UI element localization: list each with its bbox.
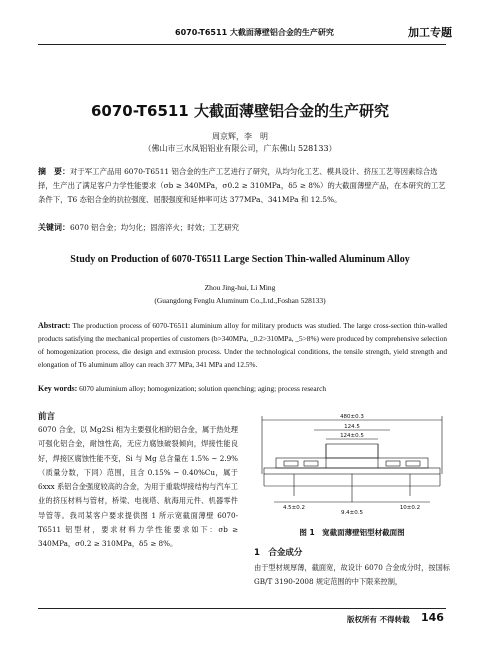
figure-caption: 图 1 宽截面薄壁铝型材截面图 (299, 528, 405, 537)
copyright-notice: 版权所有 不得转载 (347, 615, 410, 624)
running-title: 6070-T6511 大截面薄壁铝合金的生产研究 (175, 28, 334, 37)
section-1-heading: 1 合金成分 (254, 548, 303, 558)
dim-wall-thickness: 4.5±0.2 (282, 505, 306, 511)
cn-abstract-text: 对于军工产品用 6070-T6511 铝合金的生产工艺进行了研究，从均匀化工艺、模具设计、挤压工艺等因素综合选择，生产出了满足客户力学性能要求（σb ≥ 340MPa，σ0.2 ≥ 310MPa，δ5 ≥ 8%）的大截面薄壁产品，在本研究的工艺条件下，T6 态铝合金的抗拉强度、屈服强度和延伸率可达 377MPa、341MPa 和 12.5%。 (38, 167, 446, 204)
en-abstract-text: The production process of 6070-T6511 aluminium alloy for military products was studied. The large cross-section thin-walled products satisfying the mechanical properties of customers (b>340MPa, _0.2>310MPa, _5>8%) were produced by comprehensive selection of homogenization process, die design and extrusion process. Under the technological conditions, the tensile strength, yield strength and elongation of T6 aluminum alloy can reach 377 MPa, 341 MPa and 12.5%. (38, 321, 447, 369)
column-tag: 加工专题 (408, 26, 452, 39)
cn-authors: 周京辉，李 明 (212, 132, 268, 141)
header-rule (38, 44, 446, 45)
en-keywords-text: 6070 aluminium alloy; homogenization; solution quenching; aging; process research (79, 384, 326, 393)
preface-heading: 前言 (38, 412, 56, 422)
section-1-text: 由于型材规厚薄，截面宽，故设计 6070 合金成分时，按国标 GB/T 3190-2008 规定范围的中下限来控制， (254, 563, 450, 587)
footer-rule (38, 608, 446, 609)
cn-keywords (38, 222, 447, 233)
dim-rib-height: 9.4±0.5 (340, 510, 364, 516)
dim-channel-width: 124±0.5 (340, 433, 364, 439)
en-keywords-label: Key words: (38, 384, 78, 393)
cn-keywords-text: 6070 铝合金；均匀化；固溶淬火；时效；工艺研究 (70, 223, 239, 232)
cn-affiliation: （佛山市三水凤铝铝业有限公司，广东佛山 528133） (143, 144, 337, 153)
en-abstract (38, 320, 447, 372)
en-keywords (38, 384, 447, 393)
cn-keywords-label: 关键词： (38, 223, 70, 232)
en-affiliation: (Guangdong Fenglu Aluminum Co.,Ltd.,Foshan 528133) (154, 296, 326, 305)
dim-flange-thickness: 10±0.2 (399, 505, 421, 511)
preface-text: 6070 合金，以 Mg2Si 相为主要强化相的铝合金，属于热处理可强化铝合金，耐蚀性高，无应力腐蚀破裂倾向，焊接性能良好，焊接区腐蚀性能不变，Si 与 Mg 总含量在 1.5% ~ 2.9%（质量分数，下同）范围，且含 0.15% ~ 0.40%Cu，属于 6xxx 系铝合金强度较高的合金，为用于重载焊接结构与汽车工业的挤压材料与管材，桥梁、电视塔、航海用元件、机器零件导管等。我司某客户要求提供图 1 所示宽截面薄壁 6070-T6511 铝型材，要求材料力学性能要求如下：σb ≥ 340MPa，σ0.2 ≥ 310MPa，δ5 ≥ 8%。 (38, 425, 238, 549)
en-abstract-label: Abstract: (38, 321, 71, 330)
cn-abstract-label: 摘 要： (38, 167, 70, 176)
page-number: 146 (421, 611, 444, 624)
cross-section-figure (254, 412, 450, 520)
en-title: Study on Production of 6070-T6511 Large Section Thin-walled Aluminum Alloy (70, 254, 410, 265)
dim-upper-width: 124.5 (344, 424, 360, 430)
en-authors: Zhou Jing-hui, Li Ming (204, 283, 276, 292)
cn-abstract (38, 165, 447, 206)
cn-title: 6070-T6511 大截面薄壁铝合金的生产研究 (91, 102, 389, 120)
dim-overall-width: 480±0.3 (340, 414, 364, 420)
